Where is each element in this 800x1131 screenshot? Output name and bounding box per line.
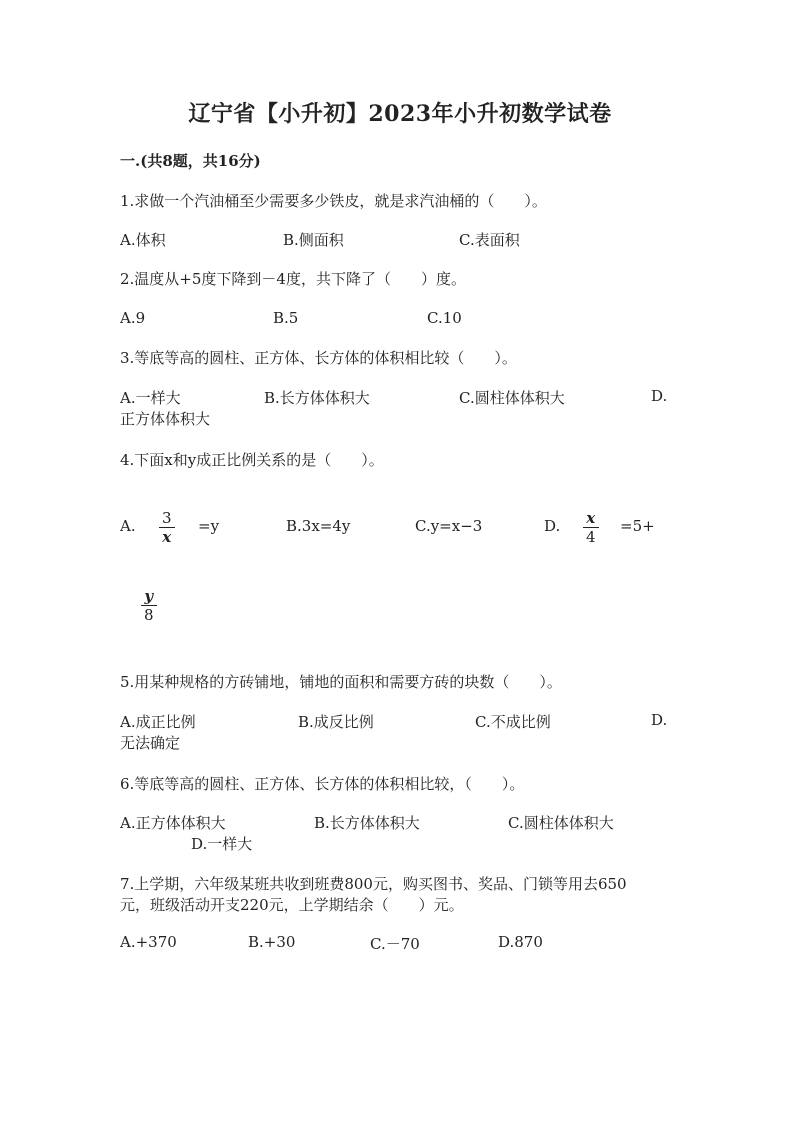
question-4-option-a-fraction bbox=[159, 509, 175, 546]
question-1-option-c: C.表面积 bbox=[459, 231, 520, 249]
question-2-text: 2.温度从+5度下降到－4度，共下降了（ ）度。 bbox=[120, 270, 466, 288]
question-7-option-a: A.+370 bbox=[120, 933, 177, 951]
fraction-denominator: 8 bbox=[144, 606, 154, 624]
question-4-option-d-mid: =5+ bbox=[620, 517, 655, 535]
fraction-numerator: x bbox=[586, 509, 596, 527]
fraction-numerator: 3 bbox=[162, 509, 172, 527]
question-6-option-c: C.圆柱体体积大 bbox=[508, 814, 614, 832]
question-7-option-c: C.－70 bbox=[370, 935, 420, 953]
question-5-option-d: 无法确定 bbox=[120, 734, 181, 752]
question-3-option-c: C.圆柱体体积大 bbox=[459, 389, 565, 407]
fraction-denominator: 4 bbox=[586, 528, 596, 546]
question-5-option-b: B.成反比例 bbox=[298, 713, 374, 731]
question-4-option-c: C.y=x−3 bbox=[415, 517, 483, 535]
question-4-option-b: B.3x=4y bbox=[286, 517, 351, 535]
question-4-option-d-fraction-1 bbox=[583, 509, 599, 546]
fraction-numerator: y bbox=[144, 587, 154, 605]
question-2-option-b: B.5 bbox=[273, 309, 299, 327]
question-3-option-a: A.一样大 bbox=[120, 389, 181, 407]
question-4-option-a-tail: =y bbox=[198, 517, 220, 535]
fraction-denominator: x bbox=[162, 528, 172, 546]
question-6-option-b: B.长方体体积大 bbox=[314, 814, 420, 832]
question-5-option-c: C.不成比例 bbox=[475, 713, 551, 731]
question-6-option-a: A.正方体体积大 bbox=[120, 814, 226, 832]
question-3-option-d-letter: D. bbox=[651, 387, 668, 405]
section-heading: 一.(共8题，共16分) bbox=[120, 152, 261, 170]
question-4-text: 4.下面x和y成正比例关系的是（ ）。 bbox=[120, 451, 384, 469]
question-6-option-d: D.一样大 bbox=[191, 835, 253, 853]
question-7-text-line-1: 7.上学期，六年级某班共收到班费800元，购买图书、奖品、门锁等用去650 bbox=[120, 875, 627, 893]
question-5-option-a: A.成正比例 bbox=[120, 713, 196, 731]
question-1-option-a: A.体积 bbox=[120, 231, 166, 249]
question-2-option-a: A.9 bbox=[120, 309, 146, 327]
question-6-text: 6.等底等高的圆柱、正方体、长方体的体积相比较，（ ）。 bbox=[120, 775, 525, 793]
question-5-option-d-letter: D. bbox=[651, 711, 668, 729]
question-2-option-c: C.10 bbox=[427, 309, 462, 327]
question-1-text: 1.求做一个汽油桶至少需要多少铁皮，就是求汽油桶的（ ）。 bbox=[120, 192, 547, 210]
question-7-option-d: D.870 bbox=[498, 933, 543, 951]
question-3-text: 3.等底等高的圆柱、正方体、长方体的体积相比较（ ）。 bbox=[120, 349, 517, 367]
question-5-text: 5.用某种规格的方砖铺地，铺地的面积和需要方砖的块数（ ）。 bbox=[120, 673, 562, 691]
question-3-option-d: 正方体体积大 bbox=[120, 410, 211, 428]
question-1-option-b: B.侧面积 bbox=[283, 231, 344, 249]
page-title: 辽宁省【小升初】2023年小升初数学试卷 bbox=[188, 101, 612, 127]
question-3-option-b: B.长方体体积大 bbox=[264, 389, 370, 407]
question-4-option-a-letter: A. bbox=[120, 517, 136, 535]
question-7-option-b: B.+30 bbox=[248, 933, 296, 951]
question-4-option-d-fraction-2 bbox=[141, 587, 157, 624]
question-4-option-d-letter: D. bbox=[544, 517, 561, 535]
question-7-text-line-2: 元，班级活动开支220元，上学期结余（ ）元。 bbox=[120, 896, 464, 914]
